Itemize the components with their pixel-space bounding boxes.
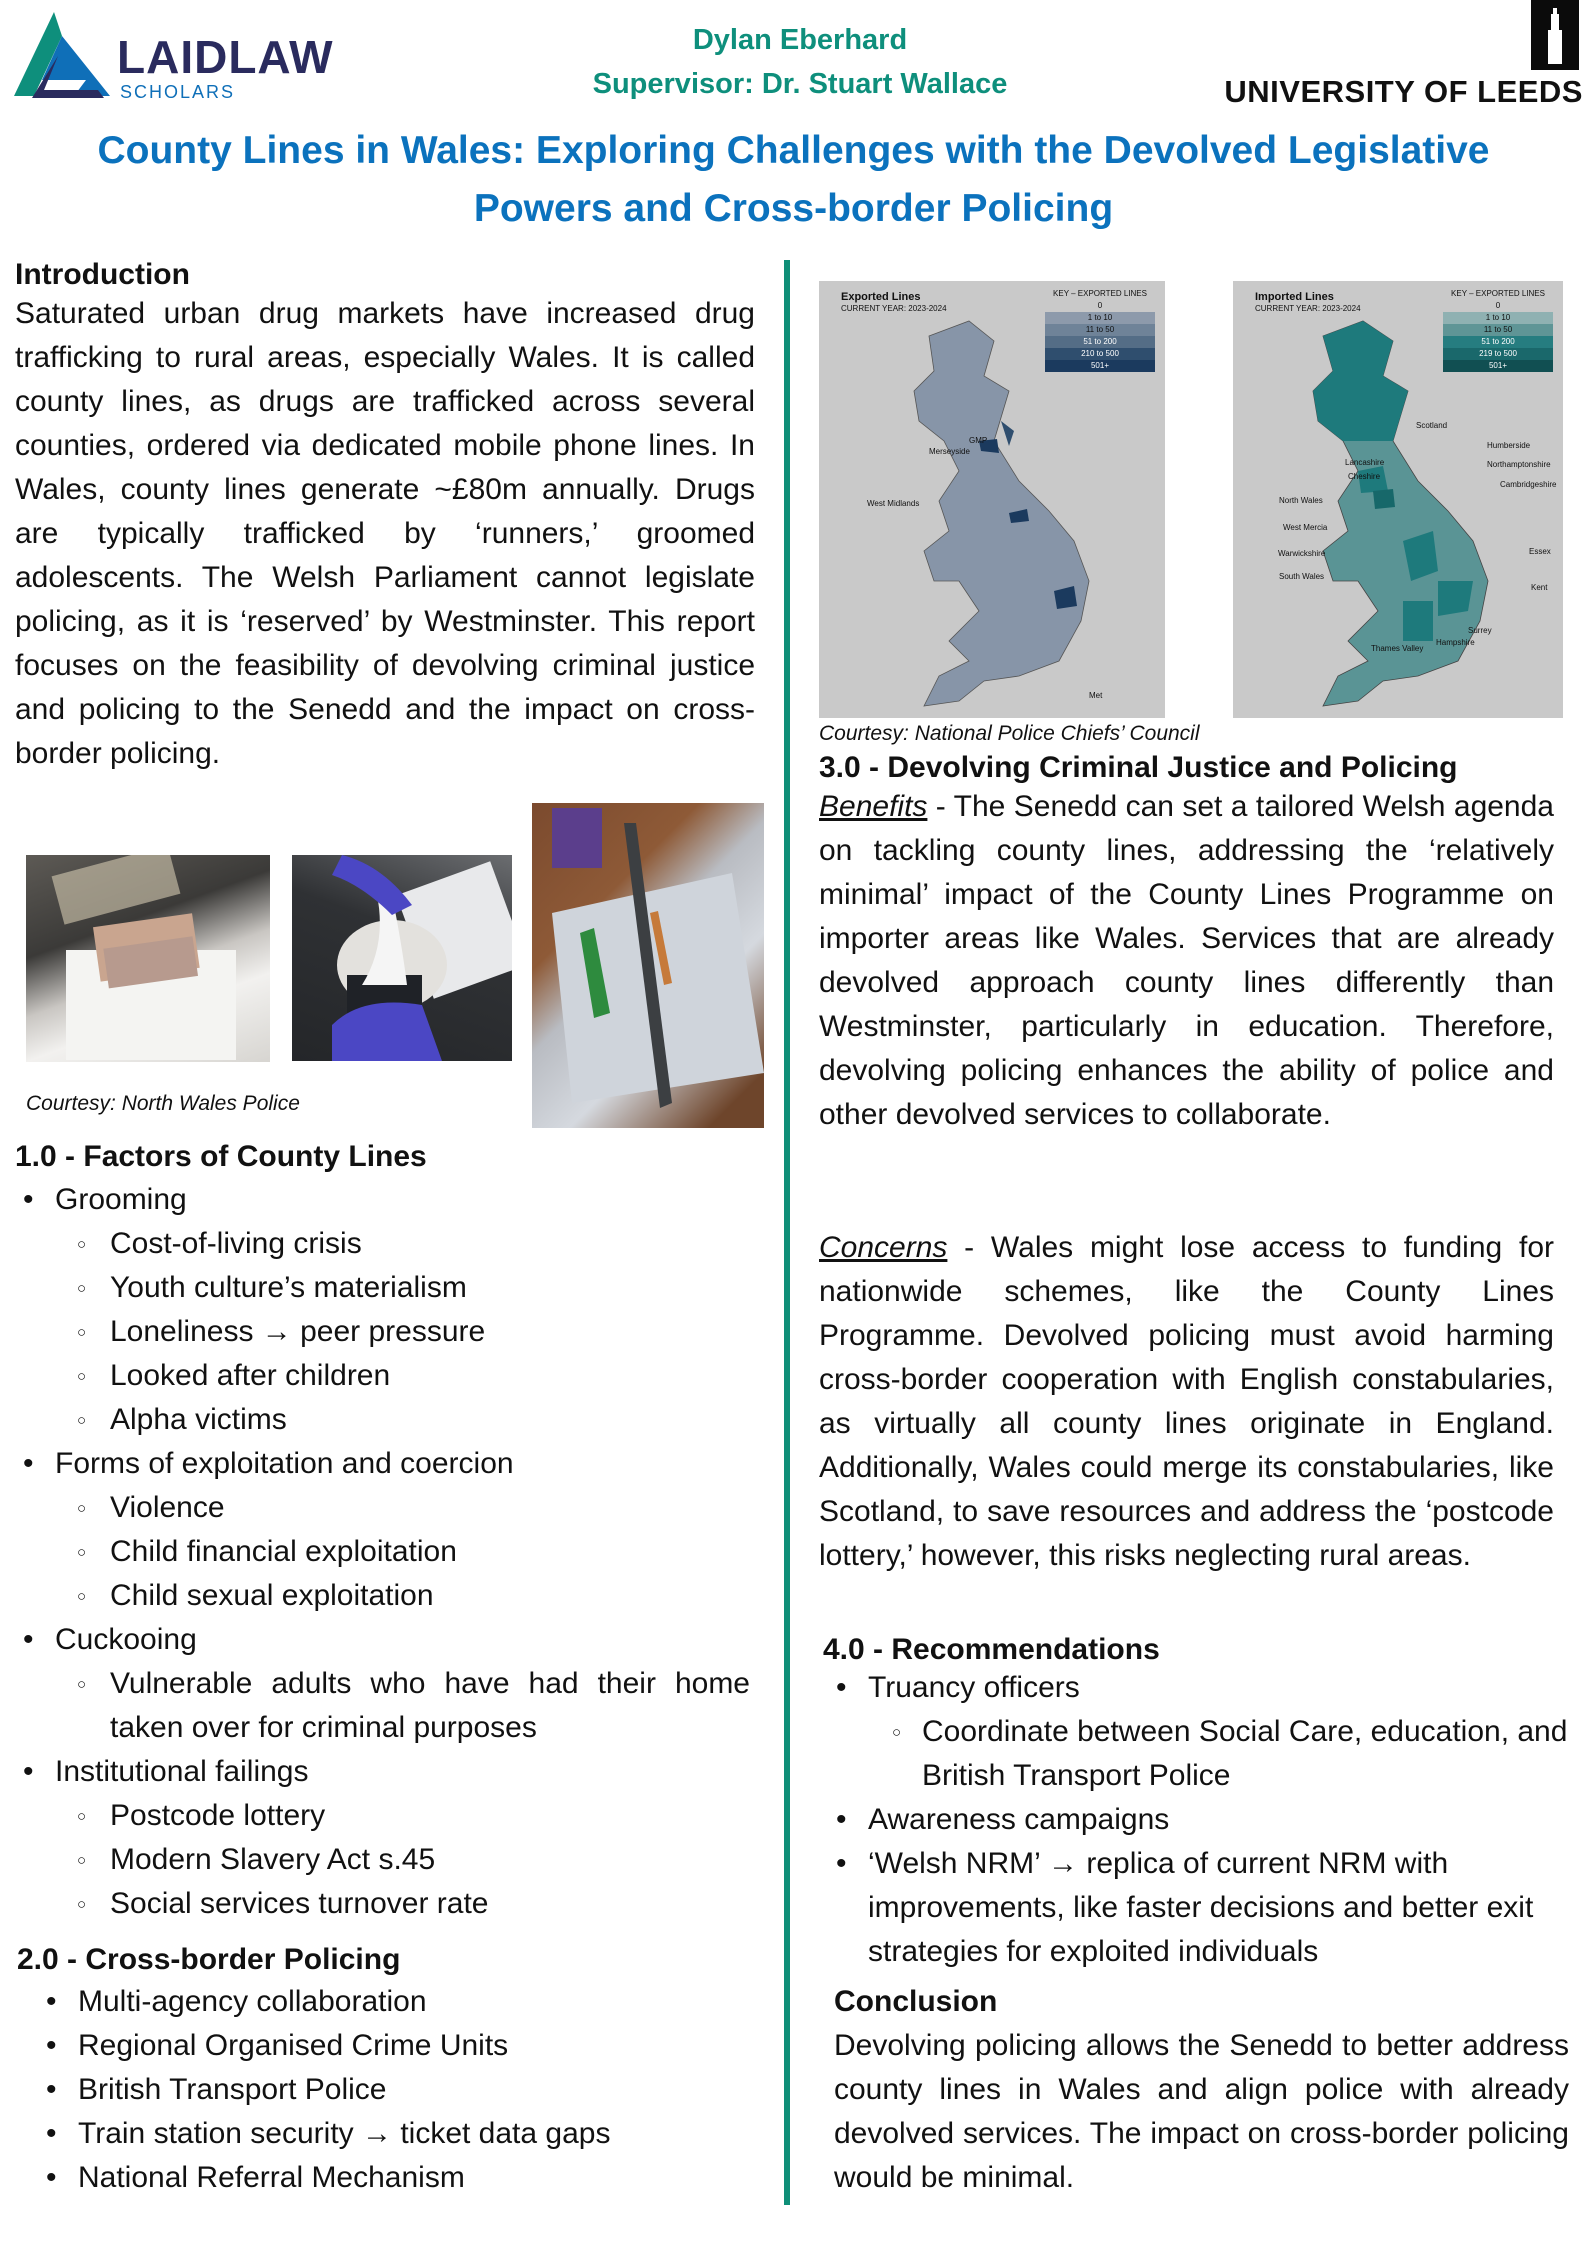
- map-label-gmp: GMP: [969, 436, 988, 445]
- bullet-item: • ‘Welsh NRM’ → replica of current NRM with improvements, like faster decisions and better exit strategies for exploited individuals: [828, 1842, 1587, 1974]
- map-subtitle: CURRENT YEAR: 2023-2024: [841, 304, 947, 313]
- bullet-item: • Cuckooing: [15, 1618, 750, 1662]
- bullet-item: • Multi-agency collaboration: [38, 1980, 738, 2024]
- photo-cash-evidence: [26, 855, 270, 1062]
- title-line-1: County Lines in Wales: Exploring Challenges with the Devolved Legislative: [97, 129, 1490, 172]
- key-row: 1 to 10: [1045, 312, 1155, 324]
- bullet-item: • Forms of exploitation and coercion: [15, 1442, 750, 1486]
- bullet-item: • Truancy officers: [828, 1666, 1587, 1710]
- photo-drug-package: [292, 855, 512, 1061]
- sub-bullet-item: ○ Alpha victims: [15, 1398, 750, 1442]
- intro-body: Saturated urban drug markets have increased drug trafficking to rural areas, especially Wales. It is called county lines, as drugs are trafficked across several counties, ordered via dedicated mobile phone lines. In Wales, county lines generate ~£80m annually. Drugs are typically trafficked by ‘runners,’ groomed adolescents. The Welsh Parliament cannot legislate policing, as it is ‘reserved’ by Westminster. This report focuses on the feasibility of devolving criminal justice and policing to the Senedd and the impact on cross-border policing.: [15, 297, 755, 770]
- section4-heading: 4.0 - Recommendations: [823, 1633, 1160, 1666]
- exported-lines-map: [819, 281, 1165, 718]
- map-label-met: Met: [1089, 691, 1103, 700]
- section1-heading: 1.0 - Factors of County Lines: [15, 1140, 427, 1173]
- key-row: 210 to 500: [1045, 348, 1155, 360]
- benefits-label: Benefits: [819, 790, 928, 823]
- poster-title: [0, 122, 1587, 238]
- title-line-2: Powers and Cross-border Policing: [473, 187, 1114, 230]
- section3-heading: 3.0 - Devolving Criminal Justice and Policing: [819, 751, 1458, 784]
- map-label-scotland: Scotland: [1416, 421, 1448, 430]
- sub-bullet-item: ○ Modern Slavery Act s.45: [15, 1838, 750, 1882]
- parkinson-tower-icon: [1531, 0, 1579, 70]
- supervisor-name: Supervisor: Dr. Stuart Wallace: [592, 68, 1008, 100]
- concerns-label: Concerns: [819, 1231, 948, 1264]
- key-row: 501+: [1045, 360, 1155, 372]
- sub-bullet-item: ○ Violence: [15, 1486, 750, 1530]
- sub-bullet-item: ○ Looked after children: [15, 1354, 750, 1398]
- map-label-west-mercia: West Mercia: [1283, 523, 1328, 532]
- laidlaw-logo: [14, 10, 344, 100]
- map-label-cambridgeshire: Cambridgeshire: [1500, 480, 1557, 489]
- sub-bullet-item: ○ Youth culture’s materialism: [15, 1266, 750, 1310]
- imported-lines-map: [1233, 281, 1563, 718]
- key-row: 0: [1495, 301, 1501, 310]
- key-row: 51 to 200: [1045, 336, 1155, 348]
- photo-caption: Courtesy: North Wales Police: [26, 1092, 300, 1115]
- concerns-text: - Wales might lose access to funding for nationwide schemes, like the County Lines Programme. Devolved policing must avoid harming cross-border cooperation with English constabularies, as virtually all county lines originate in England. Additionally, Wales could merge its constabularies, like Scotland, to save resources and address the ‘postcode lottery,’ however, this risks neglecting rural areas.: [819, 1231, 1554, 1572]
- map-label-northamptonshire: Northamptonshire: [1487, 460, 1551, 469]
- map-title: Exported Lines: [841, 291, 921, 303]
- leeds-logo: [1188, 0, 1587, 115]
- sub-bullet-item: ○ Coordinate between Social Care, education, and British Transport Police: [828, 1710, 1587, 1798]
- map-label-warwickshire: Warwickshire: [1278, 549, 1326, 558]
- bullet-item: • Grooming: [15, 1178, 750, 1222]
- map-label-lancashire: Lancashire: [1345, 458, 1385, 467]
- key-row: 11 to 50: [1443, 324, 1553, 336]
- map-label-north-wales: North Wales: [1279, 496, 1323, 505]
- section2-list: [38, 1980, 738, 2200]
- key-row: 0: [1097, 301, 1103, 310]
- bullet-item: • National Referral Mechanism: [38, 2156, 738, 2200]
- key-title: KEY – EXPORTED LINES: [1053, 289, 1147, 298]
- key-row: 219 to 500: [1443, 348, 1553, 360]
- section4-list: [828, 1666, 1587, 1974]
- sub-bullet-item: ○ Postcode lottery: [15, 1794, 750, 1838]
- bullet-item: • Regional Organised Crime Units: [38, 2024, 738, 2068]
- section1-list: [15, 1178, 750, 1926]
- map-label-humberside: Humberside: [1487, 441, 1531, 450]
- laidlaw-triangle-icon: [14, 10, 114, 100]
- bullet-item: • Institutional failings: [15, 1750, 750, 1794]
- maps-caption: Courtesy: National Police Chiefs’ Council: [819, 722, 1200, 745]
- key-row: 11 to 50: [1045, 324, 1155, 336]
- map-label-west-midlands: West Midlands: [867, 499, 920, 508]
- benefits-text: - The Senedd can set a tailored Welsh agenda on tackling county lines, addressing the ‘relatively minimal’ impact of the County Lines Programme on importer areas like Wales. Services that are already devolved approach county lines differently than Westminster, particularly in education. Therefore, devolving policing enhances the ability of police and other devolved services to collaborate.: [819, 790, 1554, 1131]
- conclusion-body: Devolving policing allows the Senedd to better address county lines in Wales and align police with already devolved services. The impact on cross-border policing would be minimal.: [834, 2029, 1569, 2194]
- section2-heading: 2.0 - Cross-border Policing: [17, 1943, 401, 1976]
- sub-bullet-item: ○ Cost-of-living crisis: [15, 1222, 750, 1266]
- sub-bullet-item: ○ Vulnerable adults who have had their home taken over for criminal purposes: [15, 1662, 750, 1750]
- benefits-paragraph: [819, 785, 1554, 1137]
- laidlaw-subtitle: SCHOLARS: [120, 82, 236, 102]
- bullet-item: • British Transport Police: [38, 2068, 738, 2112]
- author-name: Dylan Eberhard: [692, 24, 908, 56]
- author-block: [480, 18, 1120, 106]
- bullet-item: • Train station security → ticket data gaps: [38, 2112, 738, 2156]
- column-divider: [784, 260, 790, 2205]
- map-label-hampshire: Hampshire: [1436, 638, 1475, 647]
- key-row: 501+: [1443, 360, 1553, 372]
- key-row: 51 to 200: [1443, 336, 1553, 348]
- map-label-surrey: Surrey: [1468, 626, 1492, 635]
- map-subtitle: CURRENT YEAR: 2023-2024: [1255, 304, 1361, 313]
- concerns-paragraph: [819, 1226, 1554, 1578]
- leeds-wordmark: UNIVERSITY OF LEEDS: [1224, 74, 1583, 109]
- sub-bullet-item: ○ Child financial exploitation: [15, 1530, 750, 1574]
- sub-bullet-item: ○ Social services turnover rate: [15, 1882, 750, 1926]
- key-title: KEY – EXPORTED LINES: [1451, 289, 1545, 298]
- key-row: 1 to 10: [1443, 312, 1553, 324]
- map-label-thames-valley: Thames Valley: [1371, 644, 1424, 653]
- photo-seized-weapons: [532, 803, 764, 1128]
- conclusion-heading: Conclusion: [834, 1985, 998, 2018]
- sub-bullet-item: ○ Loneliness → peer pressure: [15, 1310, 750, 1354]
- map-label-cheshire: Cheshire: [1348, 472, 1381, 481]
- map-label-kent: Kent: [1531, 583, 1548, 592]
- laidlaw-wordmark: LAIDLAW: [117, 31, 334, 83]
- map-label-merseyside: Merseyside: [929, 447, 970, 456]
- map-label-south-wales: South Wales: [1279, 572, 1325, 581]
- map-label-essex: Essex: [1529, 547, 1551, 556]
- bullet-item: • Awareness campaigns: [828, 1798, 1587, 1842]
- map-title: Imported Lines: [1255, 291, 1334, 303]
- sub-bullet-item: ○ Child sexual exploitation: [15, 1574, 750, 1618]
- intro-heading: Introduction: [15, 258, 190, 291]
